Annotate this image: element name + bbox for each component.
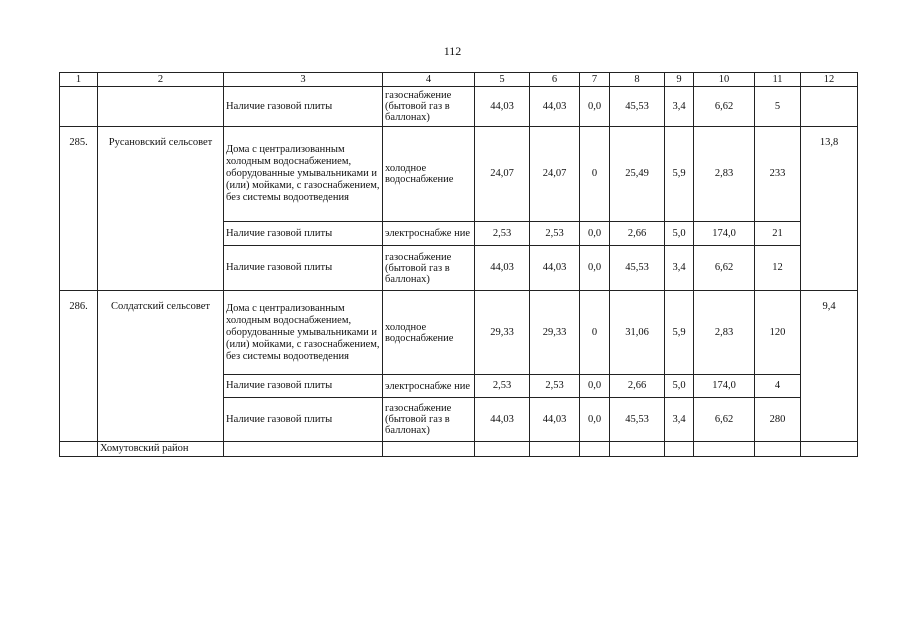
value-cell (665, 442, 694, 457)
value-cell: 0,0 (580, 222, 610, 246)
utility-cell: газоснабжение (бытовой газ в баллонах) (383, 246, 475, 291)
value-cell: 5,9 (665, 291, 694, 375)
value-cell: 31,06 (610, 291, 665, 375)
page-number: 112 (443, 44, 462, 58)
value-cell: 45,53 (610, 398, 665, 442)
value-cell: 6,62 (694, 87, 755, 127)
settlement-cell (98, 87, 224, 127)
value-cell: 44,03 (475, 398, 530, 442)
value-cell: 3,4 (665, 246, 694, 291)
value-cell: 29,33 (475, 291, 530, 375)
total-cell (801, 127, 858, 291)
value-cell: 25,49 (610, 127, 665, 222)
value-cell: 2,53 (475, 375, 530, 398)
value-cell: 2,66 (610, 222, 665, 246)
header-cell: 5 (475, 73, 530, 87)
row-number: 286. (69, 301, 88, 312)
value-cell (801, 87, 858, 127)
row-number: 285. (69, 136, 88, 148)
category-cell: Наличие газовой плиты (224, 246, 383, 291)
table-row (60, 87, 858, 127)
category-cell: Наличие газовой плиты (224, 222, 383, 246)
header-cell: 3 (224, 73, 383, 87)
value-cell: 29,33 (530, 291, 580, 375)
value-cell: 12 (755, 246, 801, 291)
header-cell: 6 (530, 73, 580, 87)
value-cell: 280 (755, 398, 801, 442)
row-number-cell (60, 87, 98, 127)
row-number-cell (60, 291, 98, 442)
value-cell: 3,4 (665, 87, 694, 127)
value-cell: 3,4 (665, 398, 694, 442)
value-cell: 6,62 (694, 246, 755, 291)
settlement-name: Русановский сельсовет (108, 136, 213, 148)
category-cell: Наличие газовой плиты (224, 398, 383, 442)
header-cell: 11 (755, 73, 801, 87)
value-cell: 2,83 (694, 291, 755, 375)
header-row (60, 73, 858, 87)
utility-cell: электроснабже ние (383, 222, 475, 246)
value-cell: 44,03 (475, 246, 530, 291)
value-cell: 44,03 (530, 87, 580, 127)
value-cell: 44,03 (530, 398, 580, 442)
total-value: 9,4 (822, 301, 836, 312)
value-cell: 174,0 (694, 375, 755, 398)
value-cell: 44,03 (530, 246, 580, 291)
settlement-name: Солдатский сельсовет (111, 301, 210, 312)
value-cell: 5,0 (665, 375, 694, 398)
header-cell: 2 (98, 73, 224, 87)
utility-cell: газоснабжение (бытовой газ в баллонах) (383, 398, 475, 442)
settlement-cell (98, 291, 224, 442)
value-cell: 0,0 (580, 87, 610, 127)
row-number-cell (60, 127, 98, 291)
value-cell: 4 (755, 375, 801, 398)
value-cell: 0,0 (580, 375, 610, 398)
value-cell (694, 442, 755, 457)
value-cell: 120 (755, 291, 801, 375)
value-cell: 2,53 (530, 375, 580, 398)
value-cell (475, 442, 530, 457)
utility-cell (383, 442, 475, 457)
header-cell: 4 (383, 73, 475, 87)
category-cell: Дома с централизованным холодным водоснабжением, оборудованные умывальниками и (или) мойками, с газоснабжением, без системы водоотведения (224, 127, 383, 222)
value-cell: 45,53 (610, 87, 665, 127)
value-cell (801, 442, 858, 457)
value-cell: 21 (755, 222, 801, 246)
value-cell: 5 (755, 87, 801, 127)
category-cell (224, 442, 383, 457)
table-row (60, 127, 858, 222)
total-value: 13,8 (819, 136, 839, 148)
value-cell: 233 (755, 127, 801, 222)
value-cell: 2,66 (610, 375, 665, 398)
table-row (60, 291, 858, 375)
value-cell (530, 442, 580, 457)
district-name: Хомутовский район (98, 442, 224, 457)
value-cell: 2,83 (694, 127, 755, 222)
utility-cell: газоснабжение (бытовой газ в баллонах) (383, 87, 475, 127)
district-row (60, 442, 858, 457)
total-cell (801, 291, 858, 442)
utility-cell: электроснабже ние (383, 375, 475, 398)
value-cell: 0 (580, 127, 610, 222)
settlement-cell (98, 127, 224, 291)
header-cell: 9 (665, 73, 694, 87)
value-cell: 0,0 (580, 246, 610, 291)
value-cell: 5,9 (665, 127, 694, 222)
value-cell: 2,53 (475, 222, 530, 246)
header-cell: 10 (694, 73, 755, 87)
value-cell: 5,0 (665, 222, 694, 246)
value-cell (580, 442, 610, 457)
row-number-cell (60, 442, 98, 457)
category-cell: Наличие газовой плиты (224, 87, 383, 127)
value-cell: 0 (580, 291, 610, 375)
value-cell (610, 442, 665, 457)
value-cell: 2,53 (530, 222, 580, 246)
utility-cell: холодное водоснабжение (383, 127, 475, 222)
header-cell: 12 (801, 73, 858, 87)
value-cell: 174,0 (694, 222, 755, 246)
value-cell: 24,07 (475, 127, 530, 222)
value-cell: 45,53 (610, 246, 665, 291)
value-cell: 44,03 (475, 87, 530, 127)
value-cell: 0,0 (580, 398, 610, 442)
category-cell: Дома с централизованным холодным водоснабжением, оборудованные умывальниками и (или) мойками, с газоснабжением, без системы водоотведения (224, 291, 383, 375)
header-cell: 8 (610, 73, 665, 87)
header-cell: 1 (60, 73, 98, 87)
header-cell: 7 (580, 73, 610, 87)
value-cell (755, 442, 801, 457)
tariff-table (59, 72, 858, 457)
value-cell: 24,07 (530, 127, 580, 222)
category-cell: Наличие газовой плиты (224, 375, 383, 398)
utility-cell: холодное водоснабжение (383, 291, 475, 375)
value-cell: 6,62 (694, 398, 755, 442)
